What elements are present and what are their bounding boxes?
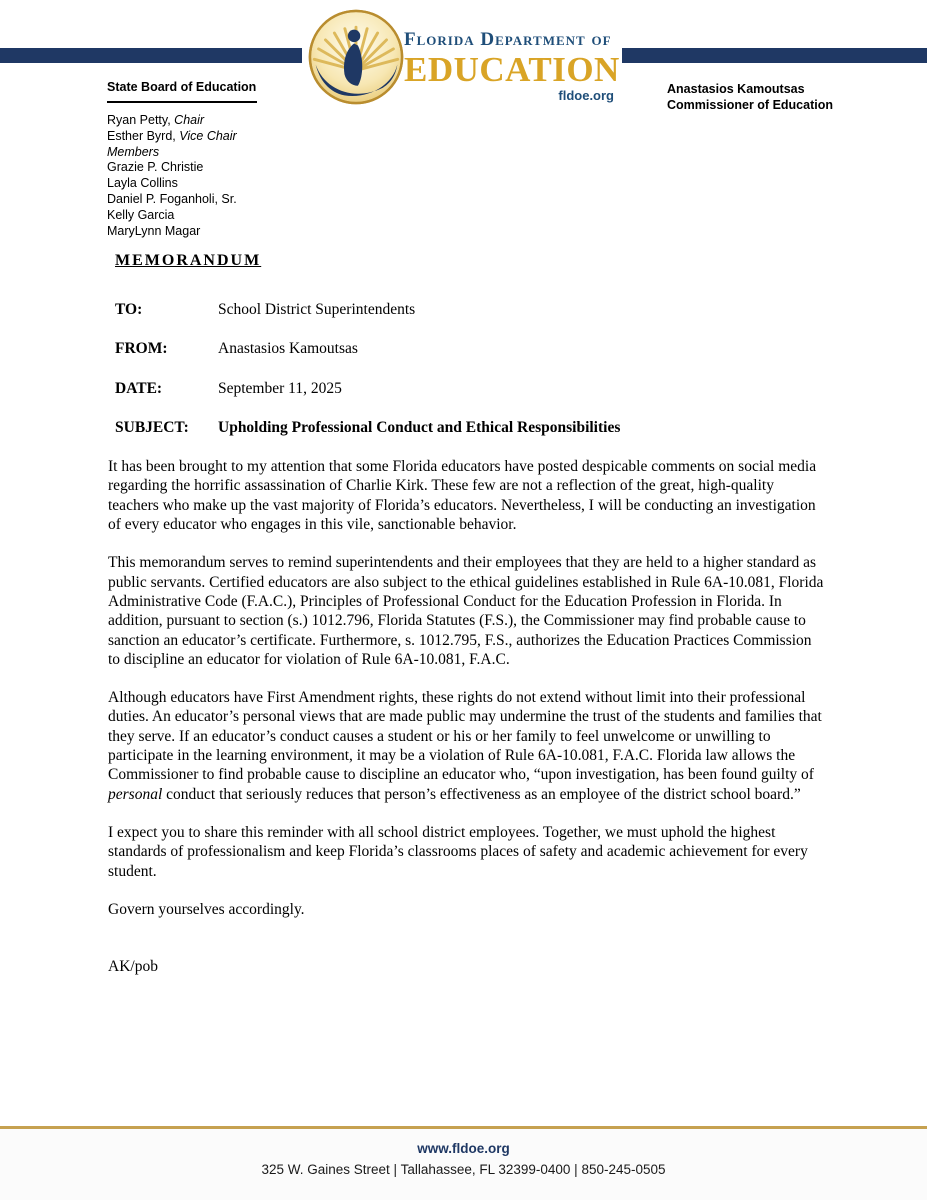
footer	[0, 1129, 927, 1200]
commissioner-name: Anastasios Kamoutsas	[667, 82, 805, 96]
logo-department-line: Florida Department of	[404, 29, 612, 50]
logo-url: fldoe.org	[558, 88, 614, 103]
memo-field-value: Upholding Professional Conduct and Ethical Responsibilities	[218, 418, 621, 436]
board-member: Daniel P. Foganholi, Sr.	[107, 191, 237, 206]
memo-field-value: September 11, 2025	[218, 379, 342, 397]
memo-field-label: TO:	[115, 301, 143, 318]
board-member: Layla Collins	[107, 176, 178, 191]
memo-paragraph: I expect you to share this reminder with all school district employees. Together, we must uphold the highest standards of professionalism and keep Florida’s classrooms places of safety and academic achievement for every student.	[108, 823, 808, 880]
memo-field-row	[108, 418, 824, 437]
memo-field-label: DATE:	[115, 379, 163, 397]
memo-field-label: FROM:	[115, 340, 168, 358]
commissioner-title: Commissioner of Education	[667, 98, 833, 112]
state-board-block	[107, 80, 292, 239]
memo-paragraph: Although educators have First Amendment rights, these rights do not extend without limit into their professional duties. An educator’s personal views that are made public may undermine the trust of the students and families that they serve. If an educator’s conduct causes a student or his or her family to feel unwelcome or unwilling to participate in the learning environment, it may be a violation of Rule 6A-10.081, F.A.C. Florida law allows the Commissioner to find probable cause to discipline an educator who, “upon investigation, has been found guilty of personal conduct that seriously reduces that person’s effectiveness as an employee of the district school board.”	[108, 689, 822, 803]
board-member: MaryLynn Magar	[107, 223, 201, 238]
fldoe-seal-icon	[308, 9, 404, 105]
memo-initials: AK/pob	[108, 958, 158, 976]
memo-heading: MEMORANDUM	[115, 252, 262, 269]
memo-paragraphs	[108, 457, 824, 881]
memo-field-row	[108, 300, 824, 319]
board-member: Grazie P. Christie	[107, 160, 204, 175]
board-member: Kelly Garcia	[107, 207, 175, 222]
memo-field-label: SUBJECT:	[115, 418, 189, 436]
memo-paragraph: This memorandum serves to remind superintendents and their employees that they are held to a higher standard as public servants. Certified educators are also subject to the ethical guidelines established in Rule 6A-10.081, Florida Administrative Code (F.A.C.), Principles of Professional Conduct for the Education Profession in Florida. In addition, pursuant to section (s.) 1012.796, Florida Statutes (F.S.), the Commissioner may find probable cause to sanction an educator’s certificate. Furthermore, s. 1012.795, F.S., authorizes the Education Practices Commission to discipline an educator for violation of Rule 6A-10.081, F.A.C.	[108, 554, 824, 668]
board-member: Esther Byrd, Vice Chair	[107, 128, 237, 143]
footer-address: 325 W. Gaines Street | Tallahassee, FL 32399-0400 | 850-245-0505	[261, 1162, 666, 1177]
memo-fields	[108, 300, 824, 437]
board-member: Ryan Petty, Chair	[107, 113, 205, 127]
memo-field-value: School District Superintendents	[218, 301, 416, 318]
board-member: Members	[107, 144, 160, 159]
footer-url-link[interactable]: www.fldoe.org	[417, 1141, 510, 1156]
board-member-list	[107, 113, 292, 239]
memo-paragraph: It has been brought to my attention that some Florida educators have posted despicable comments on social media regarding the horrific assassination of Charlie Kirk. These few are not a reflection of the great, high-quality teachers who make up the vast majority of Florida’s educators. Nevertheless, I will be conducting an investigation of every educator who engages in this vile, sanctionable behavior.	[108, 458, 817, 534]
memo-field-row	[108, 339, 824, 358]
commissioner-block	[667, 81, 833, 113]
memo-field-value: Anastasios Kamoutsas	[218, 340, 358, 358]
logo-wordmark	[404, 29, 619, 103]
logo-education-line: EDUCATION	[404, 50, 620, 89]
memo-closing: Govern yourselves accordingly.	[108, 900, 305, 918]
memo-field-row	[108, 379, 824, 398]
board-title: State Board of Education	[107, 80, 257, 103]
memo-content	[108, 252, 824, 976]
